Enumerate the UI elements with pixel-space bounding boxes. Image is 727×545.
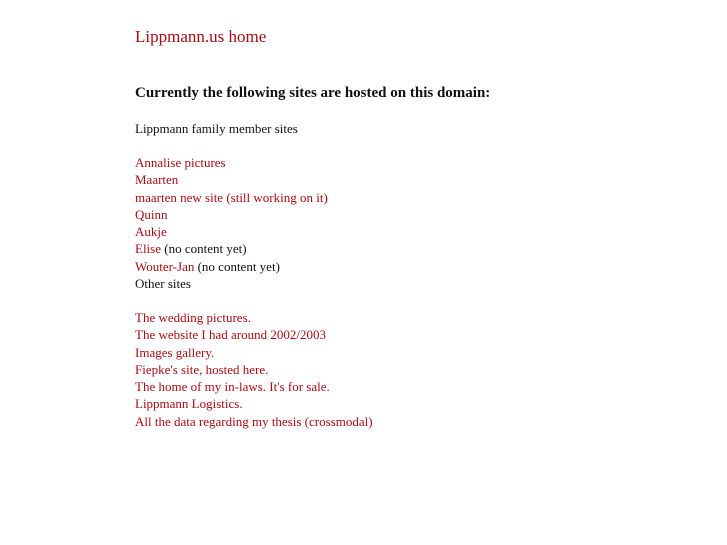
list-item — [135, 361, 373, 378]
other-sites-list — [135, 309, 373, 430]
family-sites-list — [135, 154, 328, 292]
page-content — [135, 26, 695, 429]
wedding-pictures-link[interactable]: The wedding pictures. — [135, 310, 251, 325]
list-item — [135, 378, 373, 395]
maarten-link[interactable]: Maarten — [135, 172, 179, 188]
list-item — [135, 395, 373, 412]
list-item — [135, 206, 328, 223]
lippmann-logistics-link[interactable]: Lippmann Logistics. — [135, 396, 243, 412]
family-sites-label: Lippmann family member sites — [135, 121, 298, 136]
link-note: (no content yet) — [161, 241, 247, 257]
page-heading: Currently the following sites are hosted on this domain: — [135, 85, 491, 101]
list-item — [135, 171, 328, 188]
aukje-link[interactable]: Aukje — [135, 224, 167, 240]
elise-link[interactable]: Elise — [135, 241, 161, 257]
quinn-link[interactable]: Quinn — [135, 206, 168, 222]
list-item — [135, 344, 373, 361]
list-item — [135, 189, 328, 206]
thesis-data-link[interactable]: All the data regarding my thesis (crossmodal) — [135, 413, 373, 429]
list-item — [135, 223, 328, 240]
fiepke-site-link[interactable]: Fiepke's site, hosted here. — [135, 361, 269, 377]
annalise-pictures-link[interactable]: Annalise pictures — [135, 155, 226, 170]
in-laws-home-link[interactable]: The home of my in-laws. It's for sale. — [135, 379, 330, 395]
old-website-link[interactable]: The website I had around 2002/2003 — [135, 327, 326, 343]
other-sites-label: Other sites — [135, 276, 191, 292]
list-item — [135, 326, 373, 343]
list-item — [135, 240, 328, 257]
link-note: (no content yet) — [194, 258, 280, 274]
site-home-link[interactable]: Lippmann.us home — [135, 27, 267, 46]
list-item — [135, 258, 328, 275]
maarten-new-site-link[interactable]: maarten new site (still working on it) — [135, 189, 328, 205]
list-item — [135, 154, 328, 171]
wouter-jan-link[interactable]: Wouter-Jan — [135, 258, 195, 274]
list-item — [135, 309, 373, 326]
images-gallery-link[interactable]: Images gallery. — [135, 344, 215, 360]
list-item — [135, 413, 373, 430]
